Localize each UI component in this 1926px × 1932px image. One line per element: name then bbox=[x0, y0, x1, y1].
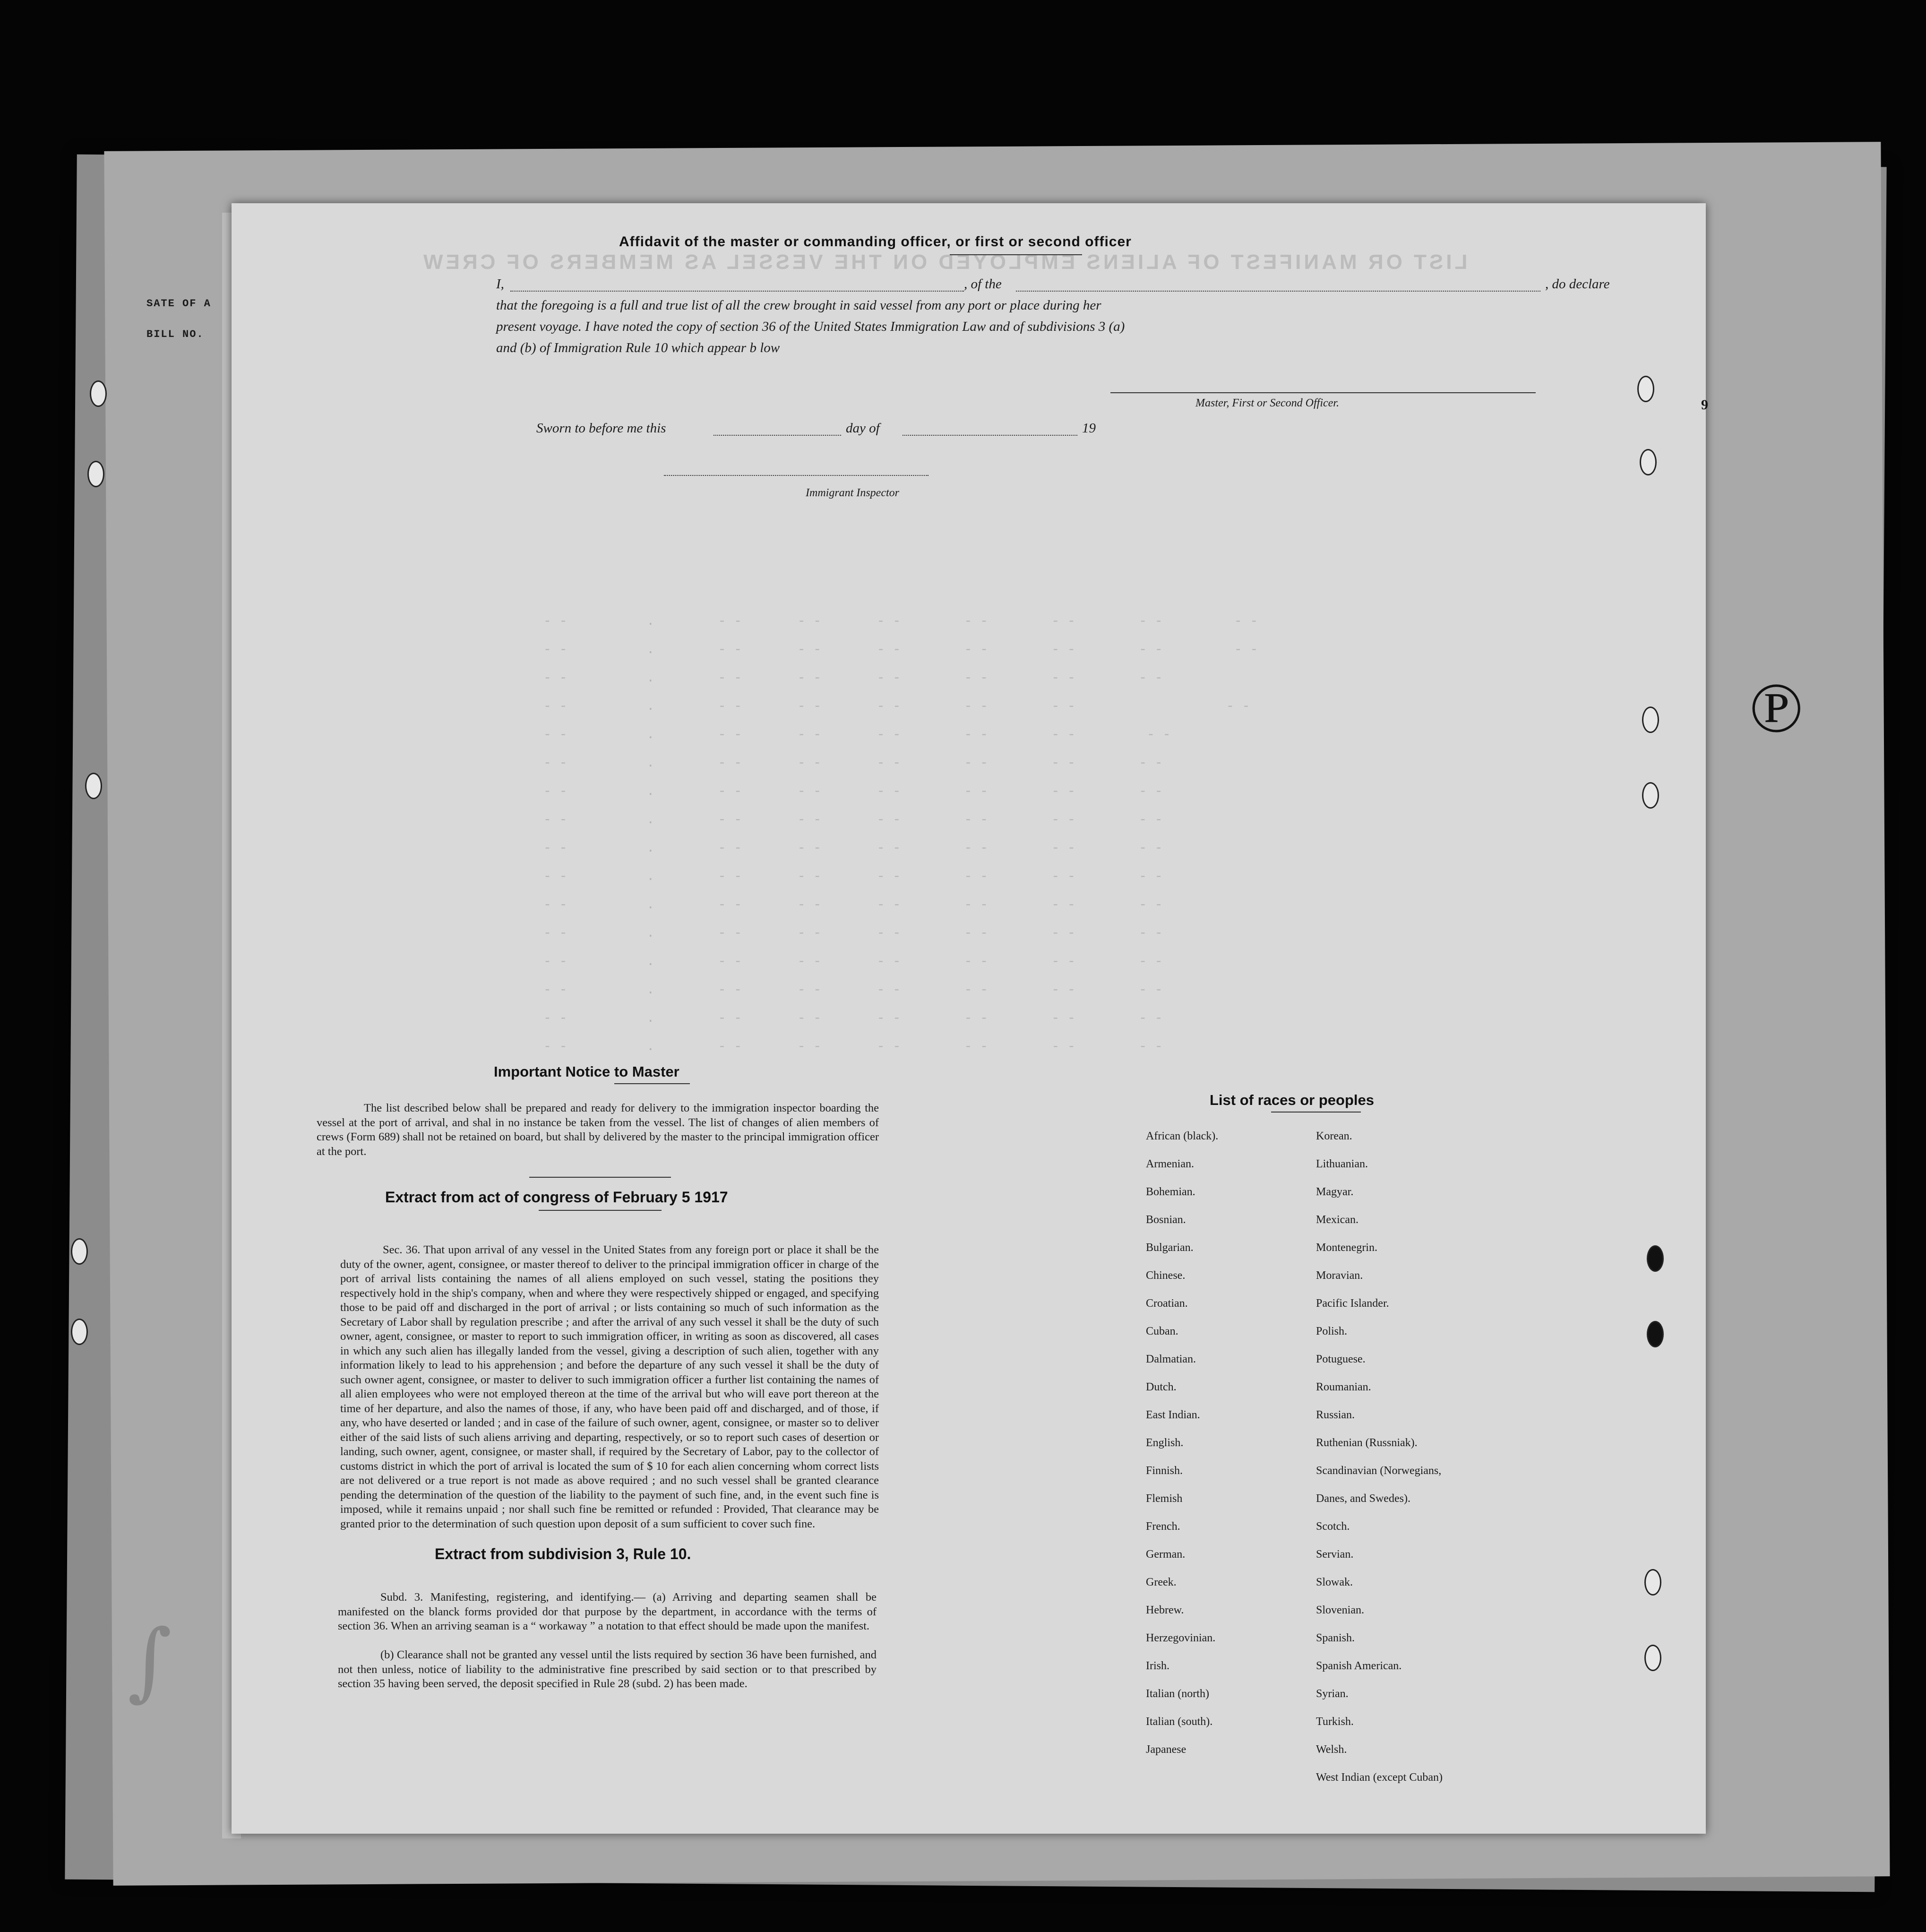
inspector-label: Immigrant Inspector bbox=[806, 487, 899, 499]
binder-hole bbox=[71, 1238, 88, 1265]
race-item: Slovenian. bbox=[1316, 1604, 1364, 1616]
race-item: Mexican. bbox=[1316, 1214, 1359, 1226]
sworn-day-label: day of bbox=[846, 421, 880, 436]
race-item: German. bbox=[1146, 1548, 1186, 1561]
margin-number: 9 bbox=[1701, 397, 1708, 413]
race-item: Scandinavian (Norwegians, bbox=[1316, 1465, 1442, 1477]
binder-hole bbox=[1647, 1245, 1664, 1272]
races-right-column bbox=[1316, 1122, 1443, 1792]
race-item: Hebrew. bbox=[1146, 1604, 1184, 1616]
binder-hole bbox=[1642, 707, 1659, 733]
race-item: Bosnian. bbox=[1146, 1214, 1186, 1226]
affidavit-line-3: present voyage. I have noted the copy of section 36 of the United States Immigration Law and of subdivisions 3 (a) bbox=[496, 319, 1125, 334]
binder-hole bbox=[71, 1319, 88, 1345]
binder-hole bbox=[1647, 1321, 1664, 1347]
notice-title: Important Notice to Master bbox=[494, 1063, 679, 1080]
notice-text: The list described below shall be prepared and ready for delivery to the immigration inspector boarding the vessel at the port of arrival, and shal in no instance be taken from the vessel. The list of changes of alien members of crews (Form 689) shall not be retained on board, but shall by delivered by the master to the principal immigration officer at the port. bbox=[317, 1102, 879, 1158]
race-item: Irish. bbox=[1146, 1660, 1169, 1672]
binder-hole bbox=[1644, 1569, 1661, 1596]
sworn-year-label: 19 bbox=[1082, 421, 1096, 436]
race-item: Pacific Islander. bbox=[1316, 1297, 1389, 1310]
race-item: Croatian. bbox=[1146, 1297, 1188, 1310]
race-item: Dutch. bbox=[1146, 1381, 1177, 1393]
bleed-through-header: LIST OR MANIFEST OF ALIENS EMPLOYED ON THE VESSEL AS MEMBERS OF CREW bbox=[421, 250, 1468, 274]
race-item: Roumanian. bbox=[1316, 1381, 1371, 1393]
back-sheet-stub-1: SATE OF A bbox=[146, 298, 211, 310]
binder-hole bbox=[1642, 782, 1659, 809]
vessel-blank bbox=[1016, 291, 1540, 292]
binder-hole bbox=[87, 461, 104, 487]
sworn-day-blank bbox=[714, 435, 841, 436]
race-item: Spanish American. bbox=[1316, 1660, 1402, 1672]
race-item: Ruthenian (Russniak). bbox=[1316, 1437, 1418, 1449]
race-item: Italian (north) bbox=[1146, 1688, 1209, 1700]
binder-hole bbox=[1644, 1645, 1661, 1671]
race-item: Cuban. bbox=[1146, 1325, 1178, 1337]
master-signature-line bbox=[1110, 392, 1536, 393]
act-underline bbox=[539, 1210, 662, 1211]
back-sheet-stub-2: BILL NO. bbox=[146, 328, 204, 340]
race-item: Moravian. bbox=[1316, 1269, 1363, 1282]
rule-extract-para-a: Subd. 3. Manifesting, registering, and identifying.— (a) Arriving and departing seamen shall be manifested on the blanck forms provided dor that purpose by the department, in accordance with the terms of section 36. When an arriving seaman is a “ workaway ” a notation to that effect should be made upon the manifest. bbox=[338, 1591, 877, 1632]
affidavit-line-1-middle: , of the bbox=[964, 276, 1002, 292]
race-item: Magyar. bbox=[1316, 1186, 1354, 1198]
notice-separator bbox=[529, 1177, 671, 1178]
race-item: Montenegrin. bbox=[1316, 1242, 1377, 1254]
races-left-column bbox=[1146, 1122, 1218, 1764]
race-item: Herzegovinian. bbox=[1146, 1632, 1216, 1644]
title-underline bbox=[950, 254, 1082, 255]
race-item: Bulgarian. bbox=[1146, 1242, 1194, 1254]
races-underline bbox=[1271, 1112, 1361, 1113]
act-extract-title: Extract from act of congress of February 5 1917 bbox=[385, 1189, 728, 1206]
binder-hole bbox=[1640, 449, 1657, 475]
race-item: French. bbox=[1146, 1520, 1180, 1533]
document-page: LIST OR MANIFEST OF ALIENS EMPLOYED ON THE VESSEL AS MEMBERS OF CREW - - . - - - - - - - - - - - - - - - - . - - - - - - - - - - - - - - - - . - - - - - - - - - - - - - - . - - - - - - - - - - - - - - . - - - - - - - - - - - - - - . - - - - - - - - - - - - - - . - - - - - - - - - - - - - - . - - - - - - - - - - - - - - . - - - - - - - - - - - - - - . - - - - - - - - - - - - - - . - - - - - - - - - - - - - - . - - - - - - - - - - - - - - . - - - - - - - - - - - - - - . - - - - - - - - - - - - - - . - - - - - - - - - - - - - - . - - - - - - - - - - - - Affidavit of the master or commanding officer, or first or second officer I, , of the , do declare that the foregoing is a full and true list of all the crew brought in said vessel from any port or place during her present voyage. I have noted the copy of section 36 of the United States Immigration Law and of subdivisions 3 (a) and (b) of Immigration Rule 10 which appear b low Master, First or Second Officer. 9 Sworn to before me this day of 19 Immigrant Inspector Important Notice to Master The list described below shall be prepared and ready for delivery to the immigration inspector boarding the vessel at the port of arrival, and shal in no instance be taken from the vessel. The list of changes of alien members of crews (Form 689) shall not be retained on board, but shall by delivered by the master to the principal immigration officer at the port. Extract from act of congress of February 5 1917 Sec. 36. That upon arrival of any vessel in the United States from any foreign port or place it shall be the duty of the owner, agent, consignee, or master thereof to deliver to the principal immigration officer in charge of the port of arrival lists containing the names of all aliens employed on such vessel, stating the positions they respectively hold in the ship's company, when and where they were respectively shipped or engaged, and specifying those to be paid off and discharged in the port of arrival ; or lists containing so much of such information as the Secretary of Labor shall by regulation prescribe ; and after the arrival of any such vessel it shall be the duty of such owner, agent, consignee, or master to report to such immigration officer, in writing as soon as discovered, all cases in which any such alien has illegally landed from the vessel, giving a description of such alien, together with any information likely to lead to his apprehension ; and before the departure of any such vessel it shall be the duty of such owner agent, consignee, or master to deliver to such immigration officer a further list containing the names of all alien employees who were not employed thereon at the time of the arrival but who will eave port thereon at the time of her departure, and also the names of those, if any, who have been paid off and discharged, and of those, if any, who have deserted or landed ; and in case of the failure of such owner, agent, consignee, or master so to deliver either of the said lists of such aliens arriving and departing, respectively, or so to report such cases of desertion or landing, such owner, agent, consignee, or master shall, if required by the Secretary of Labor, pay to the collector of customs district in which the port of arrival is located the sum of $ 10 for each alien concerning whom correct lists are not delivered or a true report is not made as above required ; and no such vessel shall be granted clearance pending the determination of the question of the liability to the payment of such fine, and, in the event such fine is imposed, while it remains unpaid ; nor shall such fine be remitted or refunded : Provided, That clearance may be granted prior to the determination of such question upon deposit of a sum sufficient to cover such fine. Extract from subdivision 3, Rule 10. Subd. 3. Manifesting, registering, and identifying.— (a) Arriving and departing seamen shall be manifested on the blanck forms provided dor that purpose by the department, in accordance with the terms of section 36. When an arriving seaman is a “ workaway ” a notation to that effect should be made upon the manifest. (b) Clearance shall not be granted any vessel until the lists required by section 36 have been furnished, and not then unless, notice of liability to the administrative fine prescribed by said section or to that prescribed by section 35 having been served, the deposit specified in Rule 28 (subd. 2) has been made. List of races or peoples African (black). Armenian. Bohemian. Bosnian. Bulgarian. Chinese. Croatian. Cuban. Dalmatian. Dutch. East Indian. English. Finnish. Flemish French. German. Greek. Hebrew. Herzegovinian. Irish. Italian (north) Italian (south). Japanese Korean. Lithuanian. Magyar. Mexican. Montenegrin. Moravian. Pacific Islander. Polish. Potuguese. Roumanian. Russian. Ruthenian (Russniak). Scandinavian (Norwegians, Danes, and Swedes). Scotch. Servian. Slowak. Slovenian. Spanish. Spanish American. Syrian. Turkish. Welsh. West Indian (except Cuban) bbox=[232, 203, 1706, 1834]
inspector-signature-line bbox=[664, 475, 929, 476]
race-item: Japanese bbox=[1146, 1743, 1187, 1756]
race-item: Armenian. bbox=[1146, 1158, 1194, 1170]
race-item: Danes, and Swedes). bbox=[1316, 1492, 1410, 1505]
race-item: African (black). bbox=[1146, 1130, 1219, 1142]
race-item: Italian (south). bbox=[1146, 1716, 1213, 1728]
race-item: West Indian (except Cuban) bbox=[1316, 1771, 1443, 1784]
race-item: Scotch. bbox=[1316, 1520, 1350, 1533]
handwritten-mark: ∫ bbox=[128, 1612, 172, 1710]
notice-underline bbox=[614, 1083, 690, 1084]
affidavit-line-1-end: , do declare bbox=[1545, 276, 1610, 292]
race-item: Welsh. bbox=[1316, 1743, 1347, 1756]
name-blank bbox=[510, 291, 964, 292]
race-item: Finnish. bbox=[1146, 1465, 1183, 1477]
binder-hole bbox=[90, 380, 107, 407]
sworn-statement: Sworn to before me this bbox=[536, 421, 666, 436]
race-item: Bohemian. bbox=[1146, 1186, 1195, 1198]
race-item: Flemish bbox=[1146, 1492, 1183, 1505]
race-item: Servian. bbox=[1316, 1548, 1354, 1561]
race-item: Lithuanian. bbox=[1316, 1158, 1368, 1170]
rule-extract-para-b: (b) Clearance shall not be granted any vessel until the lists required by section 36 have been furnished, and not then unless, notice of liability to the administrative fine prescribed by said section or to that prescribed by section 35 having been served, the deposit specified in Rule 28 (subd. 2) has been made. bbox=[338, 1648, 877, 1690]
binder-hole bbox=[85, 773, 102, 799]
race-item: Potuguese. bbox=[1316, 1353, 1366, 1365]
race-item: Spanish. bbox=[1316, 1632, 1355, 1644]
race-item: Turkish. bbox=[1316, 1716, 1354, 1728]
race-item: Korean. bbox=[1316, 1130, 1352, 1142]
race-item: Syrian. bbox=[1316, 1688, 1349, 1700]
affidavit-line-1-start: I, bbox=[496, 276, 504, 292]
race-item: Greek. bbox=[1146, 1576, 1177, 1588]
race-item: Polish. bbox=[1316, 1325, 1348, 1337]
binder-hole bbox=[1637, 376, 1654, 402]
affidavit-line-2: that the foregoing is a full and true list of all the crew brought in said vessel from any port or place during her bbox=[496, 298, 1101, 313]
race-item: Dalmatian. bbox=[1146, 1353, 1196, 1365]
rule-extract-title: Extract from subdivision 3, Rule 10. bbox=[435, 1545, 691, 1562]
master-label: Master, First or Second Officer. bbox=[1195, 397, 1339, 409]
sworn-month-blank bbox=[903, 435, 1077, 436]
race-item: English. bbox=[1146, 1437, 1184, 1449]
affidavit-line-4: and (b) of Immigration Rule 10 which appear b low bbox=[496, 340, 780, 355]
race-item: Russian. bbox=[1316, 1409, 1355, 1421]
act-extract-text: Sec. 36. That upon arrival of any vessel in the United States from any foreign port or place it shall be the duty of the owner, agent, consignee, or master thereof to deliver to the principal immigration officer in charge of the port of arrival lists containing the names of all aliens employed on such vessel, stating the positions they respectively hold in the ship's company, when and where they were respectively shipped or engaged, and specifying those to be paid off and discharged in the port of arrival ; or lists containing so much of such information as the Secretary of Labor shall by regulation prescribe ; and after the arrival of any such vessel it shall be the duty of such owner, agent, consignee, or master to report to such immigration officer, in writing as soon as discovered, all cases in which any such alien has illegally landed from the vessel, giving a description of such alien, together with any information likely to lead to his apprehension ; and before the departure of any such vessel it shall be the duty of such owner agent, consignee, or master to deliver to such immigration officer a further list containing the names of all alien employees who were not employed thereon at the time of the arrival but who will eave port thereon at the time of her departure, and also the names of those, if any, who have been paid off and discharged, and of those, if any, who have deserted or landed ; and in case of the failure of such owner, agent, consignee, or master so to deliver either of the said lists of such aliens arriving and departing, respectively, or so to report such cases of desertion or landing, such owner, agent, consignee, or master shall, if required by the Secretary of Labor, pay to the collector of customs district in which the port of arrival is located the sum of $ 10 for each alien concerning whom correct lists are not delivered or a true report is not made as above required ; and no such vessel shall be granted clearance pending the determination of the question of the liability to the payment of such fine, and, in the event such fine is imposed, while it remains unpaid ; nor shall such fine be remitted or refunded : Provided, That clearance may be granted prior to the determination of such question upon deposit of a sum sufficient to cover such fine. bbox=[340, 1243, 879, 1530]
handwritten-mark: ℗ bbox=[1748, 666, 1802, 749]
race-item: Chinese. bbox=[1146, 1269, 1186, 1282]
race-item: Slowak. bbox=[1316, 1576, 1353, 1588]
race-item: East Indian. bbox=[1146, 1409, 1200, 1421]
affidavit-title: Affidavit of the master or commanding officer, or first or second officer bbox=[619, 234, 1132, 250]
races-title: List of races or peoples bbox=[1210, 1092, 1374, 1108]
